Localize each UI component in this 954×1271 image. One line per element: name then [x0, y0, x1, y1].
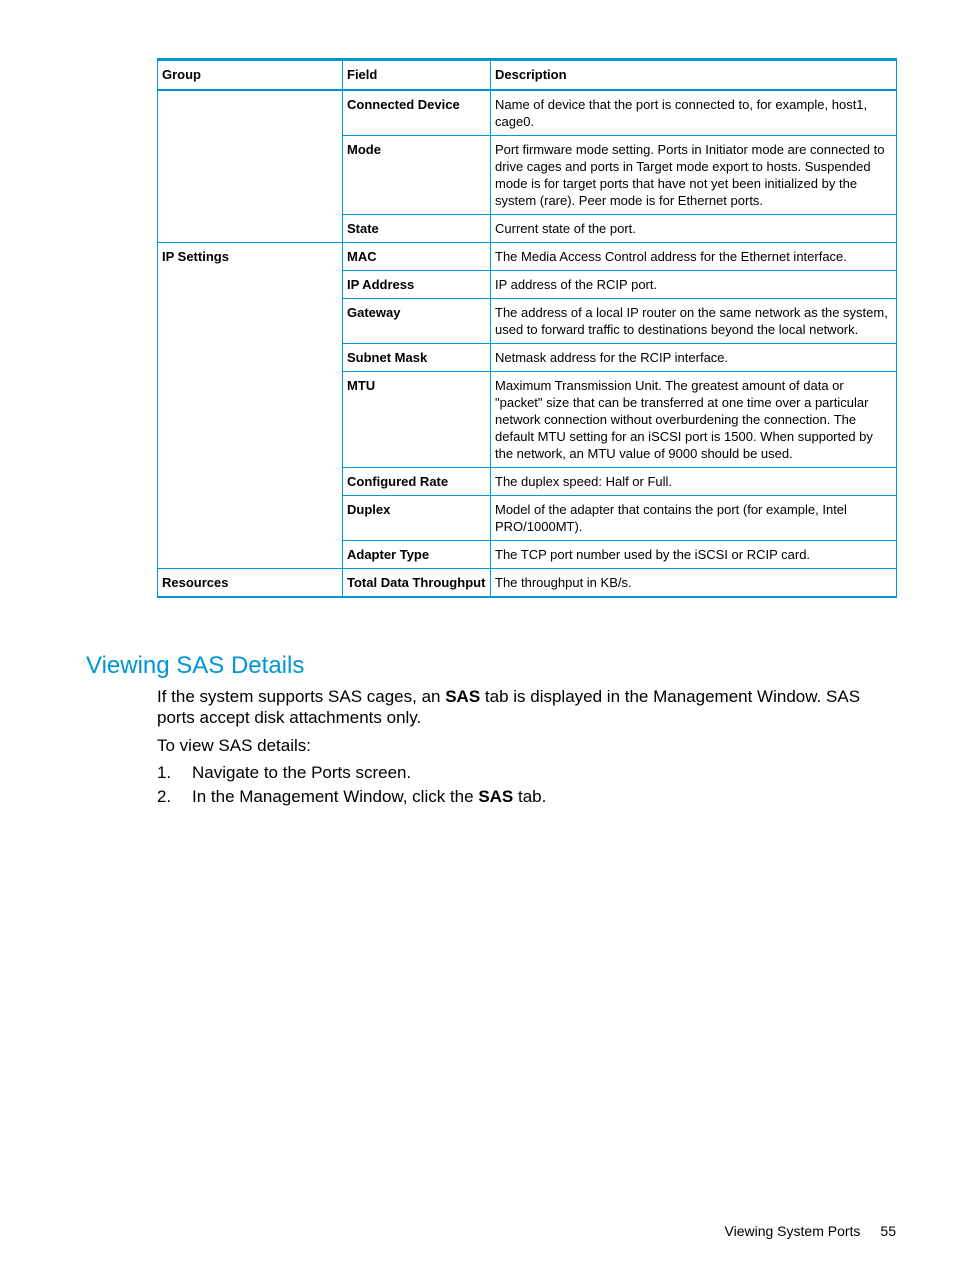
description-cell: IP address of the RCIP port. — [491, 271, 897, 299]
step-bold-term: SAS — [478, 787, 514, 806]
field-cell: MTU — [343, 372, 491, 468]
field-cell: Adapter Type — [343, 541, 491, 569]
table-row — [158, 90, 897, 136]
field-cell: IP Address — [343, 271, 491, 299]
step-number: 2. — [157, 787, 172, 806]
description-cell: The Media Access Control address for the Ethernet interface. — [491, 243, 897, 271]
step-number: 1. — [157, 763, 172, 782]
description-cell: Model of the adapter that contains the port (for example, Intel PRO/1000MT). — [491, 496, 897, 541]
field-cell: Subnet Mask — [343, 344, 491, 372]
table-header-row — [158, 60, 897, 91]
step-text: Navigate to the Ports screen. — [192, 763, 412, 782]
field-cell: Duplex — [343, 496, 491, 541]
fields-table — [157, 58, 897, 598]
intro-paragraph — [157, 686, 899, 728]
table-row — [158, 569, 897, 598]
page-footer — [725, 1222, 896, 1240]
description-cell: Maximum Transmission Unit. The greatest amount of data or "packet" size that can be transferred at one time over a particular network connection without overburdening the connection. The default MTU setting for an iSCSI port is 1500. When supported by the network, an MTU value of 9000 should be used. — [491, 372, 897, 468]
header-description: Description — [491, 60, 897, 91]
field-cell: MAC — [343, 243, 491, 271]
field-cell: Mode — [343, 136, 491, 215]
page-number: 55 — [880, 1223, 896, 1239]
section-heading: Viewing SAS Details — [86, 652, 305, 679]
description-cell: The duplex speed: Half or Full. — [491, 468, 897, 496]
field-cell: Connected Device — [343, 90, 491, 136]
field-cell: Total Data Throughput — [343, 569, 491, 598]
group-cell-empty — [158, 90, 343, 243]
description-cell: The TCP port number used by the iSCSI or RCIP card. — [491, 541, 897, 569]
step-text-after: tab. — [513, 787, 547, 806]
description-cell: Current state of the port. — [491, 215, 897, 243]
header-group: Group — [158, 60, 343, 91]
steps-list — [157, 761, 546, 809]
list-item — [157, 761, 546, 785]
lead-paragraph: To view SAS details: — [157, 736, 312, 755]
field-cell: State — [343, 215, 491, 243]
field-cell: Gateway — [343, 299, 491, 344]
group-cell-resources: Resources — [158, 569, 343, 598]
description-cell: Netmask address for the RCIP interface. — [491, 344, 897, 372]
description-cell: The address of a local IP router on the same network as the system, used to forward traffic to destinations beyond the local network. — [491, 299, 897, 344]
description-cell: Port firmware mode setting. Ports in Initiator mode are connected to drive cages and ports in Target mode export to hosts. Suspended mode is for target ports that have not yet been initialized by the system (rare). Peer mode is for Ethernet ports. — [491, 136, 897, 215]
description-cell: The throughput in KB/s. — [491, 569, 897, 598]
description-cell: Name of device that the port is connected to, for example, host1, cage0. — [491, 90, 897, 136]
intro-text-after: tab is displayed in the Management Window. SAS ports accept disk attachments only. — [157, 687, 861, 727]
field-cell: Configured Rate — [343, 468, 491, 496]
intro-bold-term: SAS — [445, 687, 481, 706]
list-item — [157, 785, 546, 809]
footer-title: Viewing System Ports — [724, 1223, 861, 1239]
table-row — [158, 243, 897, 271]
step-text-before: In the Management Window, click the — [192, 787, 479, 806]
intro-text-before: If the system supports SAS cages, an — [157, 687, 446, 706]
group-cell-ip-settings: IP Settings — [158, 243, 343, 569]
header-field: Field — [343, 60, 491, 91]
